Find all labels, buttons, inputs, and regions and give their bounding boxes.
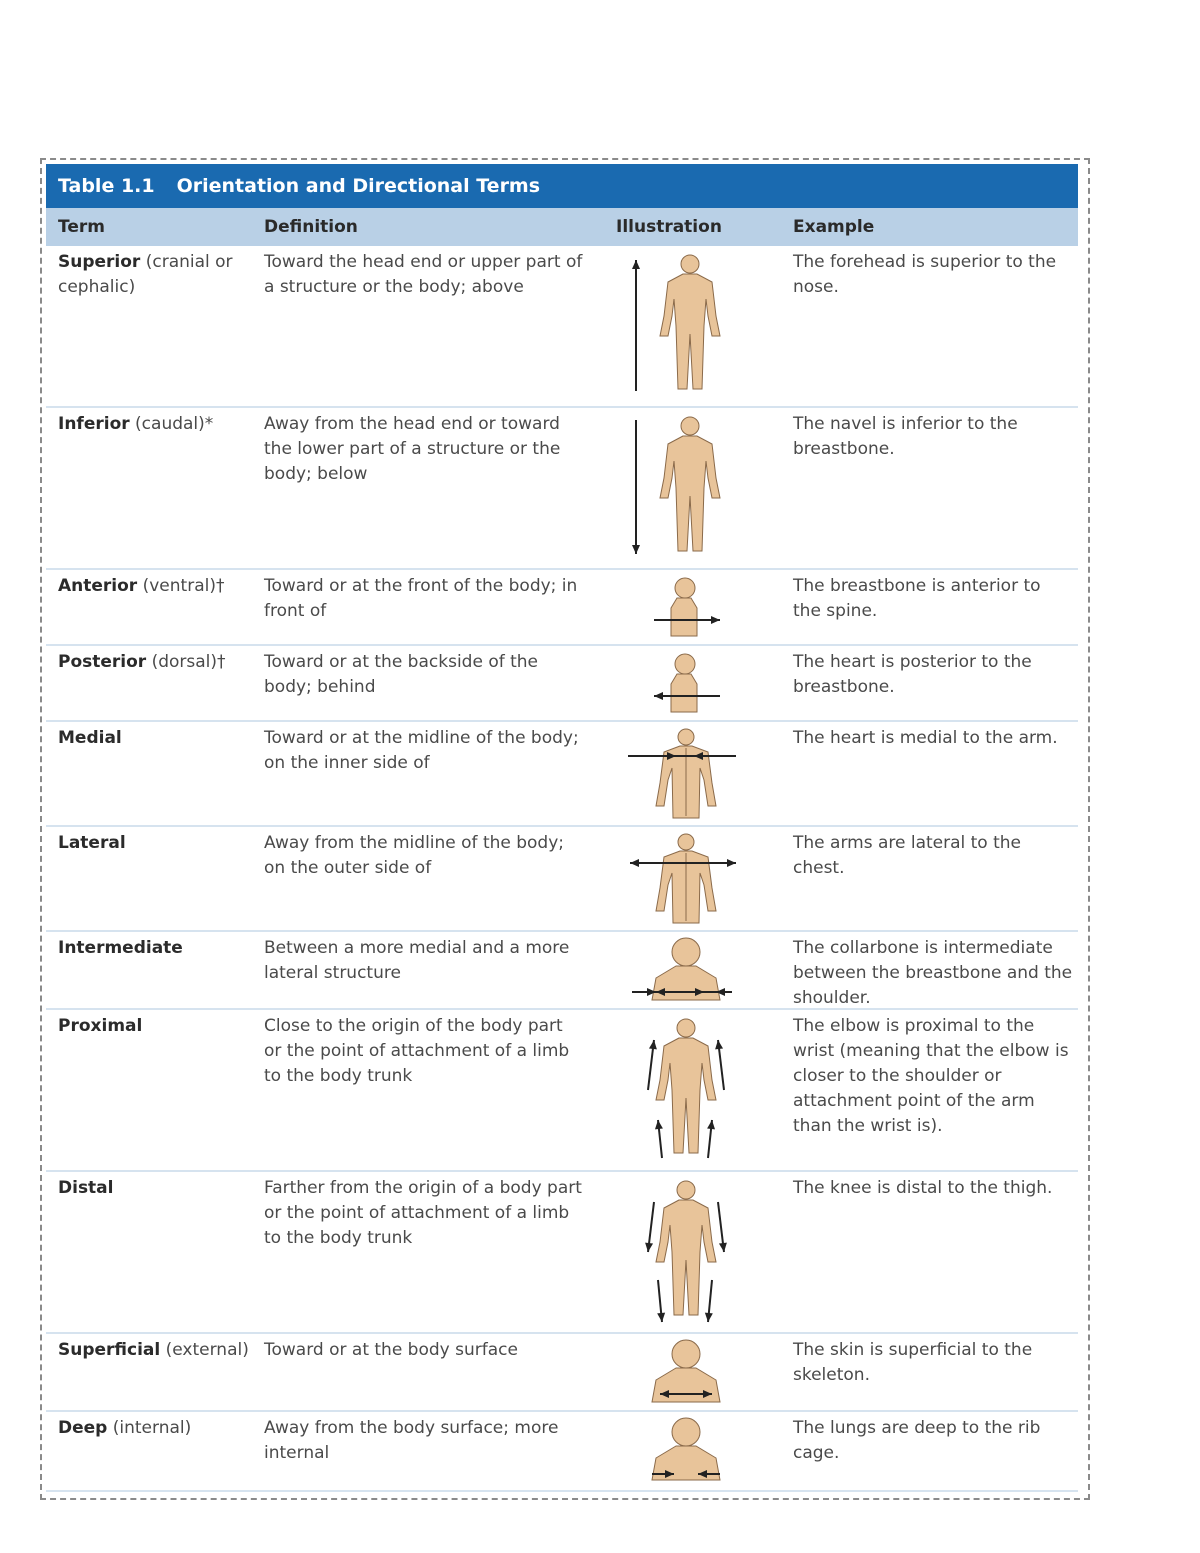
term-name: Anterior [58,576,138,596]
term-name: Intermediate [58,938,183,958]
table-row [46,246,1078,408]
row-term [58,726,253,751]
row-example: The heart is medial to the arm. [793,728,1058,748]
table-row [46,1334,1078,1412]
illustration-side-bust-forward-arrow [628,570,748,646]
term-note: (external) [160,1340,249,1360]
row-definition: Toward the head end or upper part of a structure or the body; above [264,252,583,297]
table-header-row [46,208,1078,246]
row-definition: Farther from the origin of a body part or the point of attachment of a limb to the body trunk [264,1178,582,1248]
term-name: Proximal [58,1016,143,1036]
term-note: (internal) [107,1418,192,1438]
term-note: (ventral)† [137,576,225,596]
illustration-torso-outward-arrows [628,827,748,932]
row-example: The knee is distal to the thigh. [793,1178,1053,1198]
term-name: Superior [58,252,141,272]
table-row [46,408,1078,570]
directional-terms-table [46,164,1078,1492]
term-note: (cranial or cephalic) [58,252,233,297]
table-row [46,570,1078,646]
term-name: Deep [58,1418,108,1438]
row-definition: Away from the midline of the body; on the outer side of [264,833,565,878]
row-term [58,412,253,437]
row-term [58,250,253,300]
table-body [46,246,1078,1492]
row-example: The lungs are deep to the rib cage. [793,1418,1041,1463]
row-example: The navel is inferior to the breastbone. [793,414,1018,459]
row-example: The collarbone is intermediate between the breastbone and the shoulder. [793,938,1073,1008]
row-example: The forehead is superior to the nose. [793,252,1057,297]
header-definition: Definition [264,217,358,237]
row-term [58,1338,253,1363]
row-definition: Away from the body surface; more internal [264,1418,559,1463]
term-name: Lateral [58,833,126,853]
table-row [46,1412,1078,1492]
table-number: Table 1.1 [58,175,155,197]
term-name: Posterior [58,652,147,672]
table-row [46,1010,1078,1172]
row-example: The elbow is proximal to the wrist (meaning that the elbow is closer to the shoulder or attachment point of the arm than the wrist is). [793,1016,1069,1136]
row-definition: Toward or at the body surface [264,1340,518,1360]
row-term [58,574,253,599]
term-note: (caudal)* [129,414,214,434]
row-example: The arms are lateral to the chest. [793,833,1022,878]
row-term [58,1176,253,1201]
table-row [46,827,1078,932]
table-title: Orientation and Directional Terms [176,175,541,197]
header-illustration: Illustration [616,217,722,237]
illustration-side-bust-backward-arrow [628,646,748,722]
illustration-shoulders-arrows [628,932,748,1010]
illustration-torso-inward-arrows [628,722,748,827]
term-name: Inferior [58,414,130,434]
row-definition: Toward or at the midline of the body; on the inner side of [264,728,579,773]
row-example: The heart is posterior to the breastbone. [793,652,1032,697]
row-example: The skin is superficial to the skeleton. [793,1340,1033,1385]
table-row [46,932,1078,1010]
illustration-full-body-limb-arrows-down [628,1172,748,1334]
term-name: Medial [58,728,122,748]
row-term [58,650,253,675]
illustration-full-body-up-arrow [628,246,748,408]
row-definition: Toward or at the front of the body; in front of [264,576,578,621]
term-name: Distal [58,1178,114,1198]
table-title-bar [46,164,1078,208]
row-definition: Away from the head end or toward the lower part of a structure or the body; below [264,414,561,484]
header-example: Example [793,217,875,237]
row-term [58,1014,253,1039]
table-row [46,646,1078,722]
term-name: Superficial [58,1340,161,1360]
term-note: (dorsal)† [146,652,226,672]
row-definition: Close to the origin of the body part or the point of attachment of a limb to the body trunk [264,1016,570,1086]
row-term [58,831,253,856]
table-row [46,722,1078,827]
row-term [58,936,253,961]
row-definition: Toward or at the backside of the body; behind [264,652,539,697]
illustration-bust-inward-arrows [628,1412,748,1492]
row-definition: Between a more medial and a more lateral structure [264,938,570,983]
illustration-full-body-down-arrow [628,408,748,570]
table-row [46,1172,1078,1334]
illustration-bust-outward-arrows [628,1334,748,1412]
illustration-full-body-limb-arrows-up [628,1010,748,1172]
row-example: The breastbone is anterior to the spine. [793,576,1041,621]
header-term: Term [58,217,105,237]
row-term [58,1416,253,1441]
